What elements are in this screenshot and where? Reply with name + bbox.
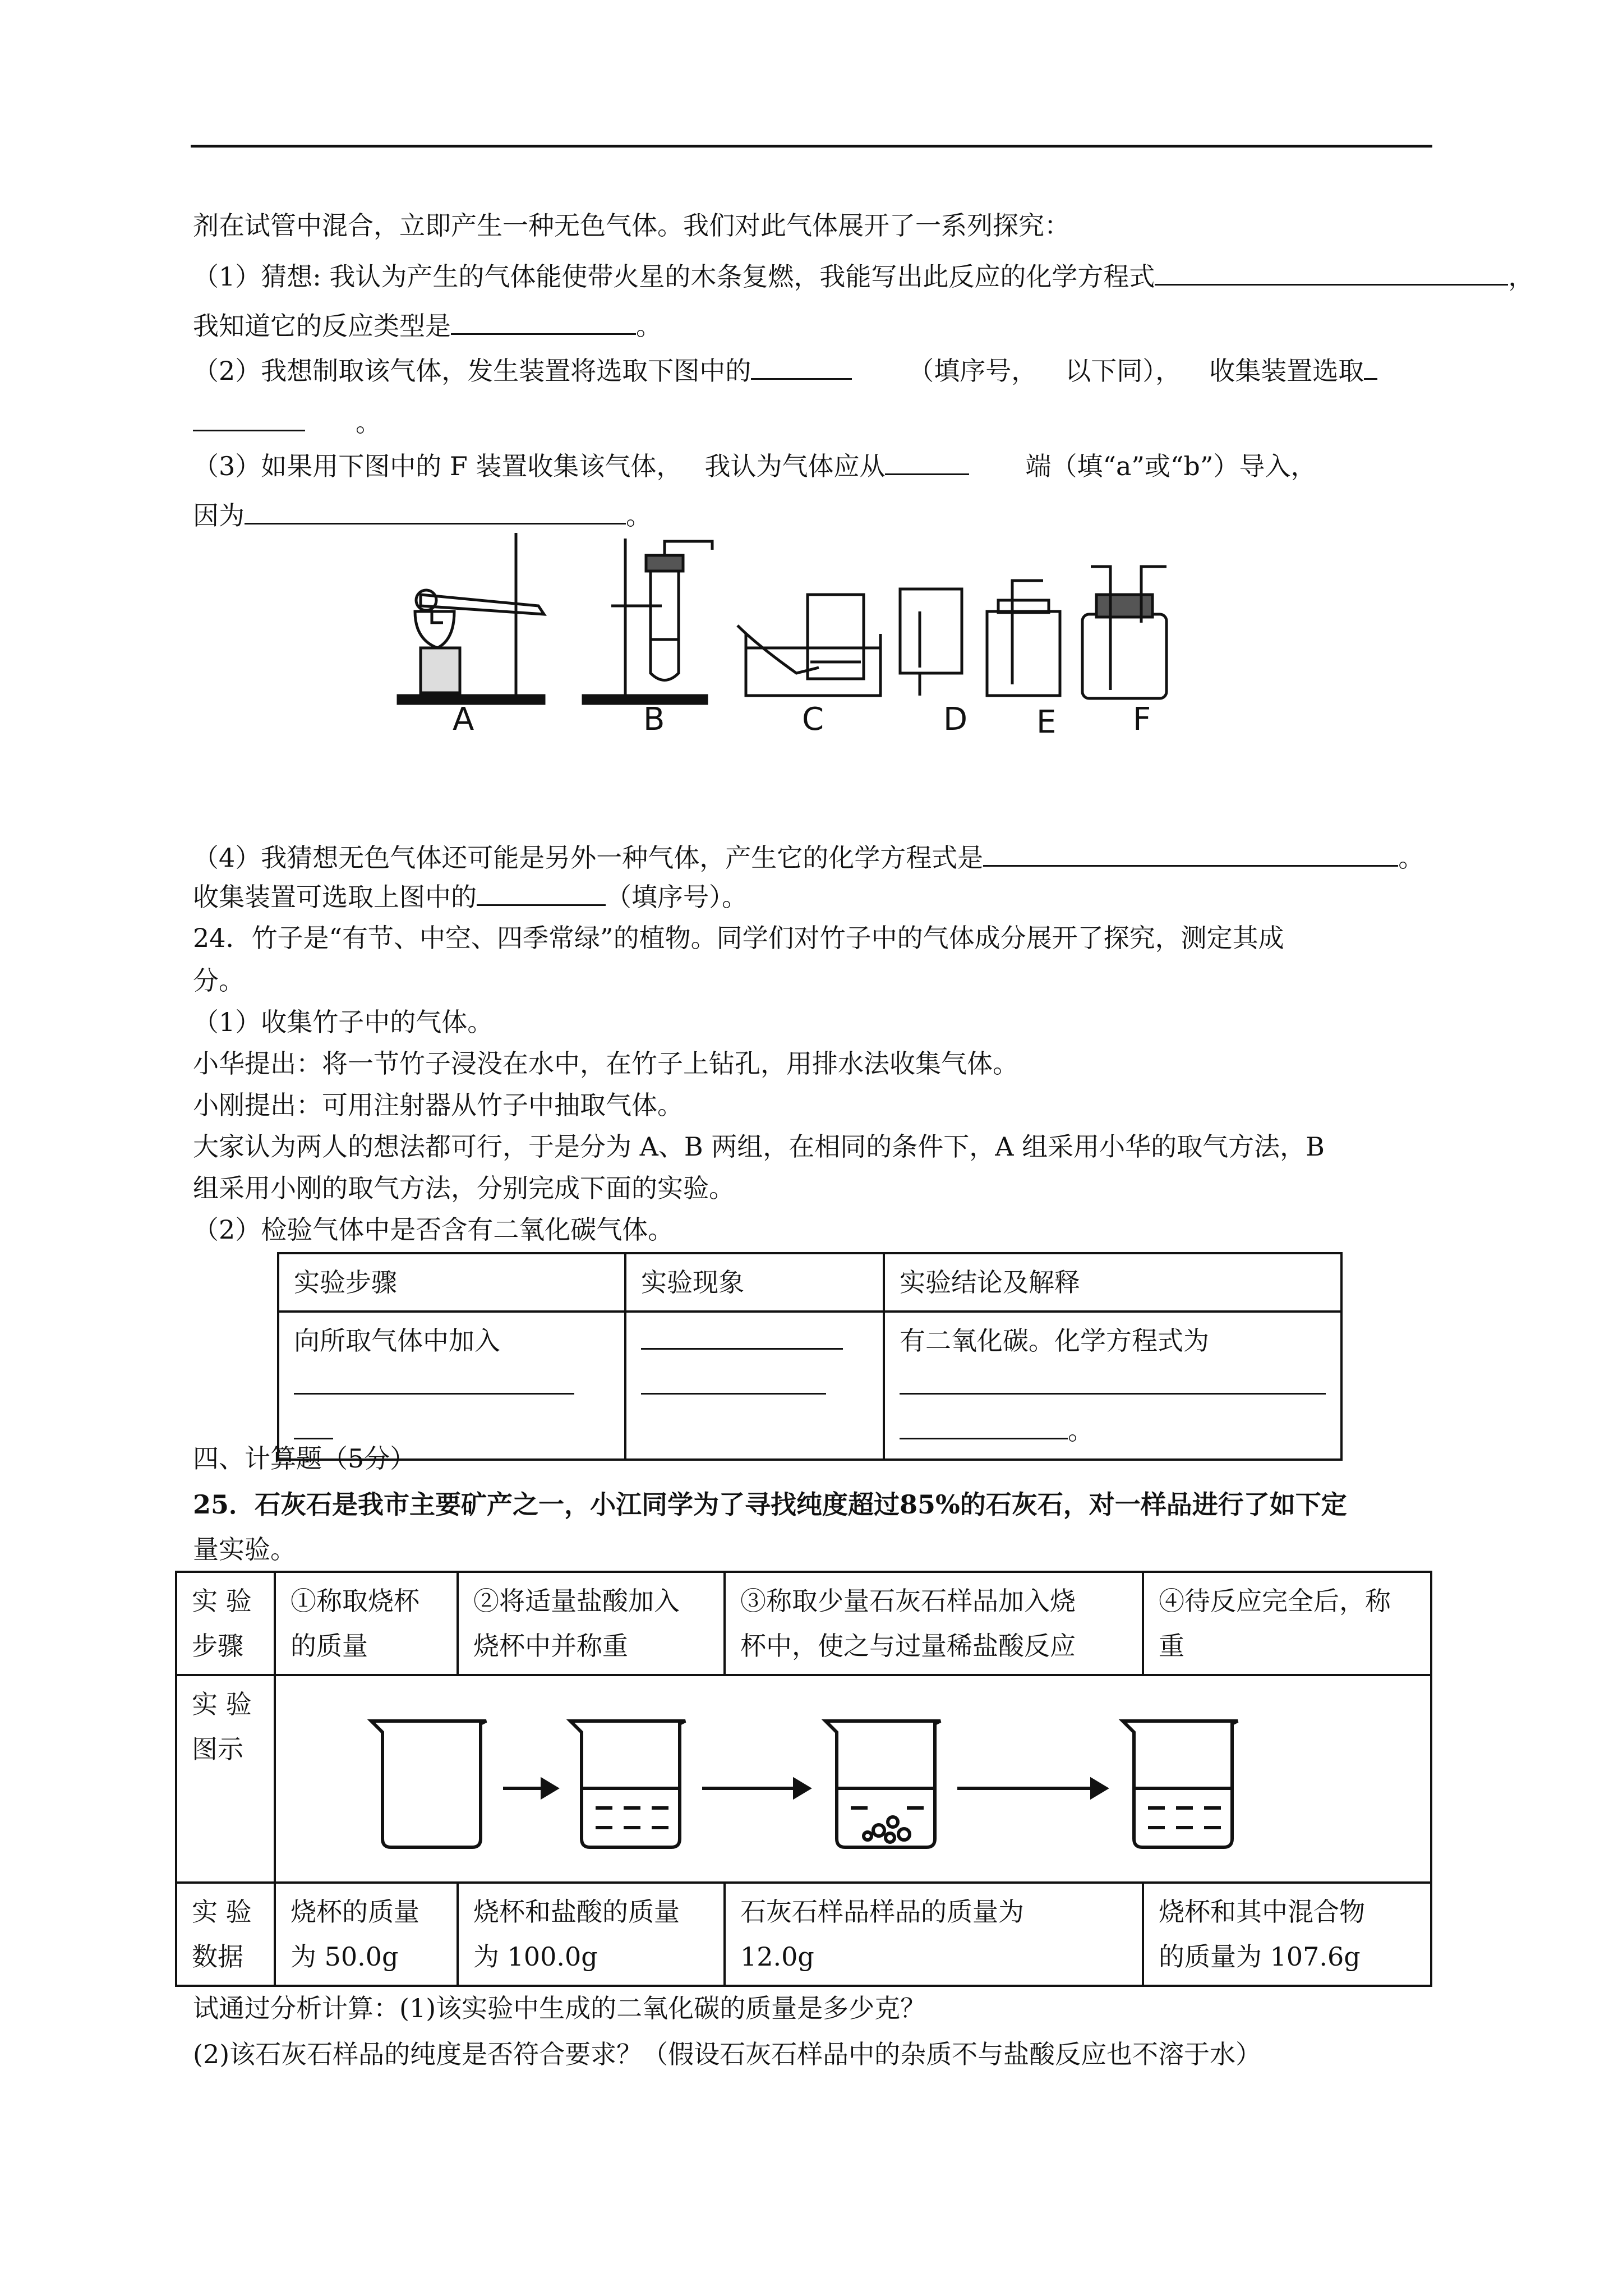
answer-blank[interactable] <box>641 1323 843 1350</box>
cell-text: 烧杯中并称重 <box>473 1631 628 1661</box>
answer-blank[interactable] <box>641 1368 826 1395</box>
text: 。 <box>356 407 381 438</box>
answer-blank[interactable] <box>885 448 969 475</box>
question-4 <box>193 839 1424 876</box>
cell-text: 杯中，使之与过量稀盐酸反应 <box>740 1631 1076 1661</box>
text-line: （2）检验气体中是否含有二氧化碳气体。 <box>193 1214 674 1245</box>
cell-text: 烧杯和其中混合物 <box>1159 1897 1365 1927</box>
text: 。 <box>1398 843 1424 873</box>
table-cell <box>458 1572 725 1675</box>
header-rule <box>191 145 1432 148</box>
text-line: 组采用小刚的取气方法，分别完成下面的实验。 <box>193 1173 735 1203</box>
question-2 <box>193 352 1377 389</box>
text: 端（填“a”或“b”）导入， <box>1025 451 1317 481</box>
apparatus-label-c: C <box>802 701 824 738</box>
question-1 <box>193 258 1534 295</box>
co2-test-table <box>277 1252 1343 1461</box>
answer-blank[interactable] <box>245 497 626 524</box>
cell-text: 数据 <box>192 1941 243 1972</box>
text: （3）如果用下图中的 F 装置收集该气体， <box>193 451 683 481</box>
cell-text: 实 验 <box>192 1689 252 1719</box>
text: 我认为气体应从 <box>704 451 886 481</box>
text: 以下同）， <box>1065 356 1182 386</box>
answer-blank[interactable] <box>294 1413 333 1439</box>
text-line: 小刚提出：可用注射器从竹子中抽取气体。 <box>193 1090 683 1120</box>
cell-text: 的质量 <box>291 1631 368 1661</box>
table-cell <box>1143 1572 1431 1675</box>
cell-text: 石灰石样品样品的质量为 <box>740 1897 1024 1927</box>
answer-blank[interactable] <box>477 878 606 906</box>
cell-text: ③称取少量石灰石样品加入烧 <box>740 1586 1076 1616</box>
text: （填序号）。 <box>606 882 748 912</box>
cell-text: 向所取气体中加入 <box>294 1326 500 1356</box>
table-cell <box>1143 1883 1431 1986</box>
text: （填序号， <box>908 356 1038 386</box>
cell-text: 实 验 <box>192 1586 252 1616</box>
calc-question-2: (2)该石灰石样品的纯度是否符合要求？（假设石灰石样品中的杂质不与盐酸反应也不溶于水） <box>193 2039 1262 2069</box>
calc-question-1: 试通过分析计算：(1)该实验中生成的二氧化碳的质量是多少克？ <box>193 1993 926 2023</box>
text-line: 量实验。 <box>193 1534 296 1565</box>
answer-blank[interactable] <box>1364 352 1377 380</box>
text: 我知道它的反应类型是 <box>193 311 451 341</box>
apparatus-label-d: D <box>943 701 968 738</box>
table-header: 实验结论及解释 <box>884 1253 1341 1312</box>
text: （2）我想制取该气体，发生装置将选取下图中的 <box>193 356 751 386</box>
text: （4）我猜想无色气体还可能是另外一种气体，产生它的化学方程式是 <box>193 843 984 873</box>
text: ， <box>1508 261 1534 292</box>
text-line: （1）收集竹子中的气体。 <box>193 1007 494 1037</box>
cell-text: 烧杯的质量 <box>291 1897 419 1927</box>
cell-text: 12.0g <box>740 1941 814 1972</box>
cell-text: 重 <box>1159 1631 1184 1661</box>
section-title: 四、计算题（5分） <box>193 1443 416 1474</box>
cell-text: 实 验 <box>192 1897 252 1927</box>
beaker-sequence-figure <box>360 1710 1313 1856</box>
cell-text: 的质量为 107.6g <box>1159 1941 1361 1972</box>
text: 因为 <box>193 500 245 531</box>
table-cell <box>275 1883 458 1986</box>
table-cell <box>275 1572 458 1675</box>
answer-blank[interactable] <box>1155 258 1508 286</box>
row-header <box>176 1675 275 1883</box>
text: （1）猜想: 我认为产生的气体能使带火星的木条复燃，我能写出此反应的化学方程式 <box>193 261 1155 292</box>
row-header <box>176 1572 275 1675</box>
answer-blank[interactable] <box>751 352 852 380</box>
text: 收集装置选取 <box>1209 356 1364 386</box>
cell-text: ①称取烧杯 <box>291 1586 419 1616</box>
table-header: 实验现象 <box>625 1253 884 1312</box>
table-cell <box>625 1312 884 1460</box>
cell-text: 图示 <box>192 1734 243 1764</box>
cell-text: 。 <box>1068 1415 1094 1446</box>
answer-blank[interactable] <box>193 404 305 431</box>
text: 。 <box>626 500 652 531</box>
answer-blank[interactable] <box>451 307 636 335</box>
answer-blank[interactable] <box>294 1368 574 1395</box>
answer-blank[interactable] <box>900 1413 1068 1439</box>
cell-text: 为 100.0g <box>473 1941 598 1972</box>
apparatus-label-f: F <box>1133 701 1151 738</box>
cell-text: 步骤 <box>192 1631 243 1661</box>
cell-text: 有二氧化碳。化学方程式为 <box>900 1326 1209 1356</box>
text: 。 <box>636 311 662 341</box>
table-cell <box>725 1883 1143 1986</box>
question-3 <box>193 448 1316 484</box>
cell-text: 为 50.0g <box>291 1941 399 1972</box>
apparatus-label-a: A <box>453 701 474 738</box>
apparatus-label-e: E <box>1036 704 1057 740</box>
text-line: 大家认为两人的想法都可行，于是分为 A、B 两组，在相同的条件下，A 组采用小华的取气方法，B <box>193 1131 1325 1162</box>
text: 收集装置可选取上图中的 <box>193 882 477 912</box>
cell-text: ②将适量盐酸加入 <box>473 1586 680 1616</box>
beaker-figure-cell <box>275 1675 1431 1883</box>
limestone-experiment-table <box>175 1571 1432 1987</box>
text-line: 剂在试管中混合，立即产生一种无色气体。我们对此气体展开了一系列探究： <box>193 210 1070 241</box>
question-24: 24．竹子是“有节、中空、四季常绿”的植物。同学们对竹子中的气体成分展开了探究，测定其成 <box>193 923 1284 953</box>
question-1-cont <box>193 307 662 344</box>
question-4-cont <box>193 878 748 915</box>
text-line: 分。 <box>193 965 245 996</box>
text-line: 小华提出：将一节竹子浸没在水中，在竹子上钻孔，用排水法收集气体。 <box>193 1048 1018 1079</box>
question-2-cont <box>193 404 381 440</box>
cell-text: 烧杯和盐酸的质量 <box>473 1897 680 1927</box>
apparatus-label-b: B <box>643 701 665 738</box>
answer-blank[interactable] <box>900 1368 1326 1395</box>
row-header <box>176 1883 275 1986</box>
table-header: 实验步骤 <box>278 1253 625 1312</box>
answer-blank[interactable] <box>983 839 1398 867</box>
table-cell <box>458 1883 725 1986</box>
table-cell <box>725 1572 1143 1675</box>
cell-text: ④待反应完全后，称 <box>1159 1586 1391 1616</box>
table-cell <box>884 1312 1341 1460</box>
table-cell <box>278 1312 625 1460</box>
question-25: 25．石灰石是我市主要矿产之一，小江同学为了寻找纯度超过85%的石灰石，对一样品进行了如下定 <box>193 1489 1347 1520</box>
